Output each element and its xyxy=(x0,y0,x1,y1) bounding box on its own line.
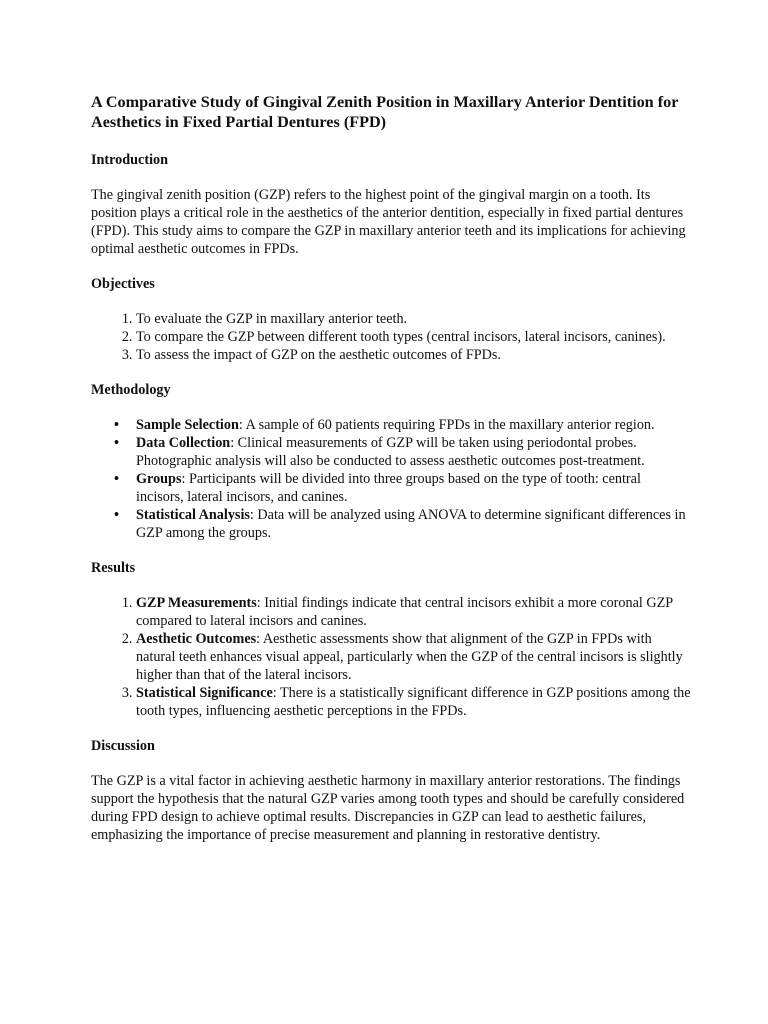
methodology-term: Groups xyxy=(136,471,182,487)
introduction-heading: Introduction xyxy=(91,152,168,168)
discussion-heading: Discussion xyxy=(91,738,155,754)
methodology-term: Sample Selection xyxy=(136,417,239,433)
methodology-item xyxy=(136,434,691,470)
objective-item: 2. To compare the GZP between different tooth types (central incisors, lateral incisors, canines). xyxy=(136,328,691,346)
introduction-text: The gingival zenith position (GZP) refers to the highest point of the gingival margin on a tooth. Its position plays a critical role in the aesthetics of the anterior dentition, especially in fixed partial dentures (FPD). This study aims to compare the GZP in maxillary anterior teeth and its implications for achieving optimal aesthetic outcomes in FPDs. xyxy=(91,187,686,257)
objective-item: 3. To assess the impact of GZP on the aesthetic outcomes of FPDs. xyxy=(136,346,691,364)
methodology-item xyxy=(136,506,691,542)
methodology-text: : Data will be analyzed using ANOVA to determine significant differences in GZP among the groups. xyxy=(136,507,686,541)
methodology-text: : Participants will be divided into three groups based on the type of tooth: central incisors, lateral incisors, and canines. xyxy=(136,471,641,505)
methodology-term: Statistical Analysis xyxy=(136,507,250,523)
result-term: Aesthetic Outcomes xyxy=(136,631,257,647)
methodology-term: Data Collection xyxy=(136,435,231,451)
objectives-list xyxy=(91,310,691,364)
objectives-heading: Objectives xyxy=(91,276,155,292)
result-term: Statistical Significance xyxy=(136,685,273,701)
result-text: : Aesthetic assessments show that alignment of the GZP in FPDs with natural teeth enhances visual appeal, particularly when the GZP of the central incisors is slightly higher than that of the lateral incisors. xyxy=(136,631,683,683)
methodology-list xyxy=(91,416,691,542)
methodology-heading: Methodology xyxy=(91,382,171,398)
document-page xyxy=(91,92,691,861)
discussion-text: The GZP is a vital factor in achieving aesthetic harmony in maxillary anterior restorations. The findings support the hypothesis that the natural GZP varies among tooth types and should be carefully considered during FPD design to achieve optimal results. Discrepancies in GZP can lead to aesthetic failures, emphasizing the importance of precise measurement and planning in restorative dentistry. xyxy=(91,773,685,843)
result-text: : Initial findings indicate that central incisors exhibit a more coronal GZP compared to lateral incisors and canines. xyxy=(136,595,673,629)
methodology-item xyxy=(136,416,691,434)
result-term: GZP Measurements xyxy=(136,595,257,611)
document-title: A Comparative Study of Gingival Zenith Position in Maxillary Anterior Dentition for Aesthetics in Fixed Partial Dentures (FPD) xyxy=(91,93,679,131)
result-item xyxy=(136,630,691,684)
methodology-text: : A sample of 60 patients requiring FPDs in the maxillary anterior region. xyxy=(238,417,655,433)
objective-item: 1. To evaluate the GZP in maxillary anterior teeth. xyxy=(136,310,691,328)
results-heading: Results xyxy=(91,560,136,576)
result-item xyxy=(136,594,691,630)
methodology-text: : Clinical measurements of GZP will be taken using periodontal probes. Photographic analysis will also be conducted to assess aesthetic outcomes post-treatment. xyxy=(136,435,645,469)
results-list xyxy=(91,594,691,720)
result-text: : There is a statistically significant difference in GZP positions among the tooth types, influencing aesthetic perceptions in the FPDs. xyxy=(136,685,691,719)
result-item xyxy=(136,684,691,720)
methodology-item xyxy=(136,470,691,506)
